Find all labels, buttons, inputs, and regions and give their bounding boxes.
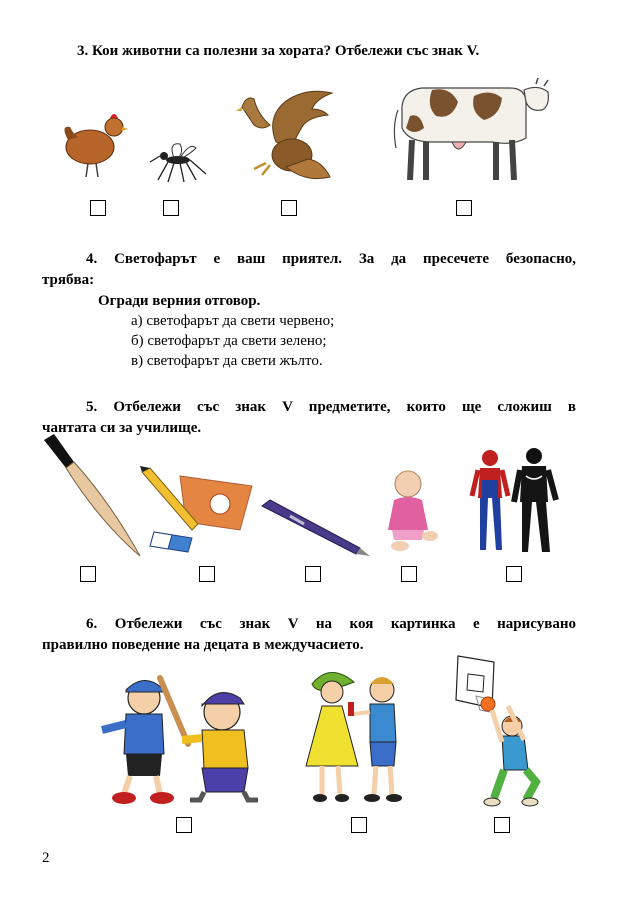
q6-checkbox-basketball[interactable]: [494, 817, 510, 833]
q3-title: 3. Кои животни са полезни за хората? Отбележи със знак V.: [77, 43, 480, 59]
children-talking-icon: [300, 666, 410, 808]
q4-option-a[interactable]: а) светофарът да свети червено;: [131, 313, 335, 329]
q4-line2: трябва:: [42, 272, 95, 288]
q5-checkbox-doll[interactable]: [401, 566, 417, 582]
q3-checkbox-hen[interactable]: [90, 200, 106, 216]
q5-line1: 5. Отбележи със знак V предметите, които ще сложиш в: [86, 399, 576, 415]
eagle-icon: [236, 87, 336, 185]
q6-checkbox-fighting[interactable]: [176, 817, 192, 833]
q5-checkbox-ruler[interactable]: [199, 566, 215, 582]
pen-icon: [260, 500, 372, 558]
q5-checkbox-knife[interactable]: [80, 566, 96, 582]
mosquito-icon: [150, 140, 208, 184]
q6-line1: 6. Отбележи със знак V на коя картинка е нарисувано: [86, 616, 576, 632]
doll-icon: [378, 466, 444, 552]
q5-line2: чантата си за училище.: [42, 420, 202, 436]
q4-option-c[interactable]: в) светофарът да свети жълто.: [131, 353, 323, 369]
q3-checkbox-mosquito[interactable]: [163, 200, 179, 216]
cow-icon: [392, 76, 552, 186]
knife-icon: [40, 432, 144, 558]
q4-option-b[interactable]: б) светофарът да свети зелено;: [131, 333, 327, 349]
action-figures-icon: [468, 446, 560, 556]
boys-fighting-icon: [98, 668, 264, 808]
q4-instruction: Огради верния отговор.: [98, 293, 261, 309]
hen-icon: [60, 105, 130, 185]
boy-basketball-icon: [446, 652, 546, 810]
q3-checkbox-cow[interactable]: [456, 200, 472, 216]
q6-line2: правилно поведение на децата в междучасието.: [42, 637, 364, 653]
page-number: 2: [42, 850, 50, 866]
q5-checkbox-figures[interactable]: [506, 566, 522, 582]
pencil-ruler-eraser-icon: [140, 466, 260, 556]
q3-checkbox-eagle[interactable]: [281, 200, 297, 216]
q6-checkbox-talking[interactable]: [351, 817, 367, 833]
q4-line1: 4. Светофарът е ваш приятел. За да пресечете безопасно,: [86, 251, 576, 267]
q5-checkbox-pen[interactable]: [305, 566, 321, 582]
